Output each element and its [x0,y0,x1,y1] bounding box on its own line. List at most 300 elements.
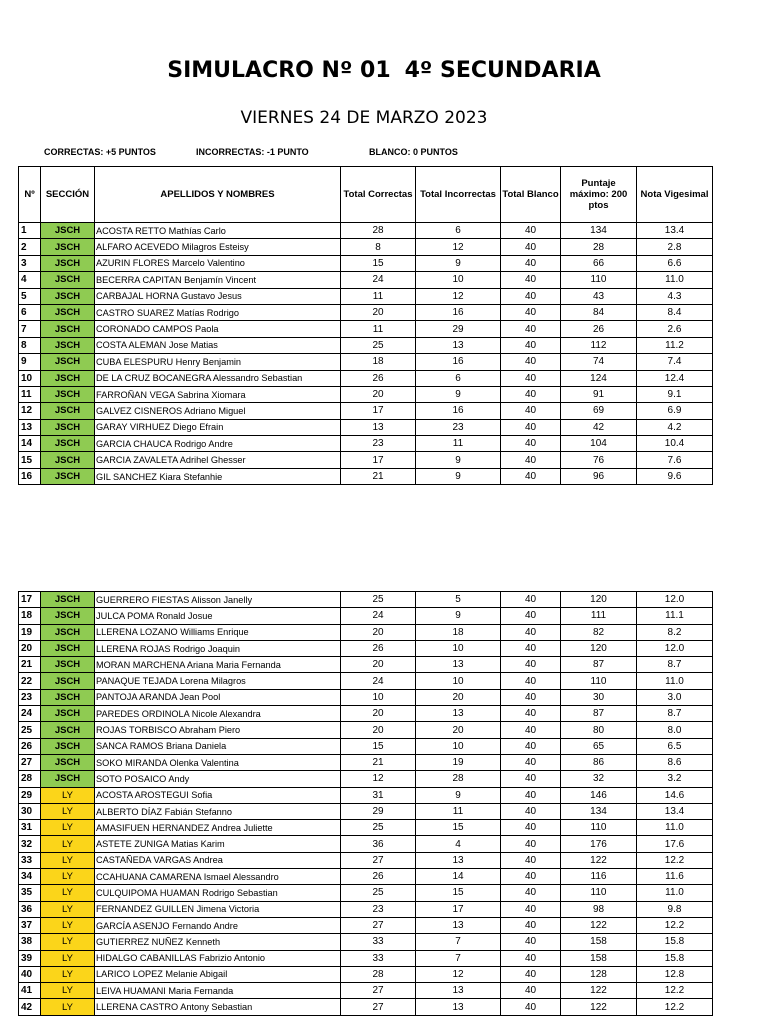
row-grade: 9.8 [637,901,713,917]
row-score: 28 [561,239,637,255]
row-correct: 21 [341,468,416,484]
row-score: 87 [561,706,637,722]
row-section: JSCH [41,436,95,452]
row-blank: 40 [501,640,561,656]
row-blank: 40 [501,239,561,255]
row-blank: 40 [501,592,561,608]
table-row [19,354,713,370]
row-number: 16 [19,468,41,484]
row-student-name: AZURIN FLORES Marcelo Valentino [95,255,341,271]
row-student-name: CULQUIPOMA HUAMAN Rodrigo Sebastian [95,885,341,901]
row-grade: 8.2 [637,624,713,640]
row-number: 8 [19,337,41,353]
row-correct: 23 [341,436,416,452]
row-section: JSCH [41,288,95,304]
row-correct: 25 [341,820,416,836]
row-section: JSCH [41,689,95,705]
row-section: JSCH [41,754,95,770]
row-correct: 20 [341,624,416,640]
row-grade: 9.6 [637,468,713,484]
row-student-name: CASTRO SUAREZ Matías Rodrigo [95,304,341,320]
row-student-name: GALVEZ CISNEROS Adriano Miguel [95,403,341,419]
table-row [19,386,713,402]
row-correct: 24 [341,608,416,624]
row-grade: 11.1 [637,608,713,624]
row-correct: 23 [341,901,416,917]
row-correct: 15 [341,255,416,271]
table-row [19,255,713,271]
row-blank: 40 [501,771,561,787]
results-table-1 [18,166,713,485]
row-blank: 40 [501,706,561,722]
row-blank: 40 [501,354,561,370]
row-incorrect: 9 [416,452,501,468]
row-correct: 26 [341,869,416,885]
row-score: 96 [561,468,637,484]
row-correct: 20 [341,657,416,673]
row-grade: 15.8 [637,934,713,950]
row-grade: 12.8 [637,966,713,982]
row-section: JSCH [41,239,95,255]
row-incorrect: 16 [416,304,501,320]
row-correct: 27 [341,983,416,999]
row-number: 18 [19,608,41,624]
row-number: 27 [19,754,41,770]
scoring-incorrect: INCORRECTAS: -1 PUNTO [196,147,309,157]
row-incorrect: 6 [416,370,501,386]
row-student-name: LLERENA ROJAS Rodrigo Joaquin [95,640,341,656]
row-incorrect: 18 [416,624,501,640]
row-section: JSCH [41,304,95,320]
table-row [19,917,713,933]
row-incorrect: 9 [416,255,501,271]
row-number: 37 [19,917,41,933]
row-grade: 4.2 [637,419,713,435]
row-student-name: SANCA RAMOS Briana Daniela [95,738,341,754]
row-correct: 21 [341,754,416,770]
row-score: 69 [561,403,637,419]
table-row [19,738,713,754]
row-number: 36 [19,901,41,917]
row-correct: 11 [341,288,416,304]
row-student-name: LLERENA LOZANO Williams Enrique [95,624,341,640]
row-incorrect: 10 [416,272,501,288]
row-number: 21 [19,657,41,673]
row-grade: 7.6 [637,452,713,468]
row-correct: 31 [341,787,416,803]
row-number: 30 [19,803,41,819]
table-row [19,657,713,673]
row-grade: 8.7 [637,657,713,673]
row-incorrect: 13 [416,983,501,999]
row-blank: 40 [501,452,561,468]
row-blank: 40 [501,966,561,982]
table-row [19,787,713,803]
row-number: 10 [19,370,41,386]
row-incorrect: 16 [416,403,501,419]
row-blank: 40 [501,754,561,770]
row-section: JSCH [41,468,95,484]
row-grade: 6.9 [637,403,713,419]
row-correct: 33 [341,934,416,950]
row-number: 6 [19,304,41,320]
row-blank: 40 [501,321,561,337]
row-student-name: PAREDES ORDINOLA Nicole Alexandra [95,706,341,722]
row-student-name: ROJAS TORBISCO Abraham Piero [95,722,341,738]
row-score: 76 [561,452,637,468]
row-section: JSCH [41,223,95,239]
row-number: 28 [19,771,41,787]
row-grade: 11.0 [637,272,713,288]
row-section: LY [41,803,95,819]
row-incorrect: 13 [416,706,501,722]
row-grade: 8.0 [637,722,713,738]
title-grade: 4º SECUNDARIA [404,58,601,83]
row-correct: 20 [341,722,416,738]
row-student-name: FERNANDEZ GUILLEN Jimena Victoria [95,901,341,917]
row-section: JSCH [41,272,95,288]
col-header-section: SECCIÓN [41,167,95,223]
row-score: 86 [561,754,637,770]
col-header-incorrect: Total Incorrectas [416,167,501,223]
col-header-score: Puntaje máximo: 200 ptos [561,167,637,223]
row-score: 120 [561,640,637,656]
row-incorrect: 17 [416,901,501,917]
row-score: 66 [561,255,637,271]
row-grade: 2.6 [637,321,713,337]
table-row [19,337,713,353]
row-grade: 11.6 [637,869,713,885]
table-row [19,288,713,304]
row-number: 29 [19,787,41,803]
row-blank: 40 [501,787,561,803]
row-student-name: ALFARO ACEVEDO Milagros Esteisy [95,239,341,255]
col-header-grade: Nota Vigesimal [637,167,713,223]
row-blank: 40 [501,436,561,452]
row-score: 120 [561,592,637,608]
row-number: 25 [19,722,41,738]
row-grade: 3.0 [637,689,713,705]
exam-date: VIERNES 24 DE MARZO 2023 [240,108,488,128]
row-section: LY [41,917,95,933]
row-blank: 40 [501,901,561,917]
col-header-blank: Total Blanco [501,167,561,223]
table-row [19,673,713,689]
row-grade: 8.7 [637,706,713,722]
row-blank: 40 [501,255,561,271]
row-section: JSCH [41,386,95,402]
table-row [19,722,713,738]
row-score: 30 [561,689,637,705]
row-incorrect: 11 [416,803,501,819]
row-blank: 40 [501,624,561,640]
row-correct: 27 [341,852,416,868]
row-correct: 28 [341,966,416,982]
row-blank: 40 [501,608,561,624]
row-correct: 24 [341,673,416,689]
row-student-name: GARCIA CHAUCA Rodrigo Andre [95,436,341,452]
row-number: 1 [19,223,41,239]
row-student-name: DE LA CRUZ BOCANEGRA Alessandro Sebastian [95,370,341,386]
row-section: LY [41,869,95,885]
table-row [19,852,713,868]
row-grade: 6.5 [637,738,713,754]
row-number: 4 [19,272,41,288]
row-score: 124 [561,370,637,386]
row-correct: 15 [341,738,416,754]
table-row [19,223,713,239]
row-number: 7 [19,321,41,337]
row-number: 14 [19,436,41,452]
row-blank: 40 [501,304,561,320]
row-student-name: GARAY VIRHUEZ Diego Efrain [95,419,341,435]
row-blank: 40 [501,468,561,484]
table-row [19,592,713,608]
title-simulacro: SIMULACRO Nº 01 [167,58,391,83]
row-incorrect: 7 [416,934,501,950]
row-number: 31 [19,820,41,836]
row-score: 128 [561,966,637,982]
row-section: JSCH [41,354,95,370]
row-blank: 40 [501,983,561,999]
row-number: 26 [19,738,41,754]
row-grade: 9.1 [637,386,713,402]
table-row [19,869,713,885]
table-row [19,624,713,640]
row-grade: 12.2 [637,852,713,868]
col-header-name: APELLIDOS Y NOMBRES [95,167,341,223]
row-blank: 40 [501,820,561,836]
table-row [19,901,713,917]
row-blank: 40 [501,836,561,852]
row-section: JSCH [41,419,95,435]
row-section: LY [41,950,95,966]
row-correct: 29 [341,803,416,819]
row-incorrect: 6 [416,223,501,239]
row-section: LY [41,820,95,836]
row-section: JSCH [41,370,95,386]
row-score: 42 [561,419,637,435]
row-incorrect: 12 [416,288,501,304]
row-section: JSCH [41,608,95,624]
row-score: 91 [561,386,637,402]
row-number: 32 [19,836,41,852]
row-score: 74 [561,354,637,370]
row-student-name: JULCA POMA Ronald Josue [95,608,341,624]
row-score: 26 [561,321,637,337]
row-student-name: CUBA ELESPURU Henry Benjamin [95,354,341,370]
row-correct: 12 [341,771,416,787]
row-score: 122 [561,999,637,1015]
row-grade: 12.0 [637,640,713,656]
row-incorrect: 13 [416,657,501,673]
row-grade: 2.8 [637,239,713,255]
row-student-name: PANTOJA ARANDA Jean Pool [95,689,341,705]
row-section: JSCH [41,673,95,689]
row-section: JSCH [41,255,95,271]
row-number: 42 [19,999,41,1015]
row-blank: 40 [501,370,561,386]
row-incorrect: 28 [416,771,501,787]
row-incorrect: 13 [416,852,501,868]
row-incorrect: 20 [416,689,501,705]
row-score: 104 [561,436,637,452]
row-incorrect: 23 [416,419,501,435]
col-header-num: Nº [19,167,41,223]
row-score: 134 [561,223,637,239]
row-incorrect: 9 [416,386,501,402]
row-incorrect: 16 [416,354,501,370]
row-student-name: BECERRA CAPITAN Benjamín Vincent [95,272,341,288]
row-grade: 12.4 [637,370,713,386]
row-student-name: CORONADO CAMPOS Paola [95,321,341,337]
table-row [19,608,713,624]
scoring-correct: CORRECTAS: +5 PUNTOS [44,147,156,157]
table-row [19,403,713,419]
row-section: LY [41,787,95,803]
row-blank: 40 [501,738,561,754]
row-incorrect: 11 [416,436,501,452]
row-number: 20 [19,640,41,656]
row-number: 17 [19,592,41,608]
row-student-name: ACOSTA RETTO Mathías Carlo [95,223,341,239]
row-blank: 40 [501,722,561,738]
row-student-name: CASTAÑEDA VARGAS Andrea [95,852,341,868]
row-section: JSCH [41,640,95,656]
row-correct: 25 [341,337,416,353]
row-correct: 17 [341,403,416,419]
row-blank: 40 [501,689,561,705]
row-grade: 17.6 [637,836,713,852]
row-student-name: SOTO POSAICO Andy [95,771,341,787]
table-row [19,820,713,836]
row-student-name: CARBAJAL HORNA Gustavo Jesus [95,288,341,304]
col-header-correct: Total Correctas [341,167,416,223]
row-correct: 24 [341,272,416,288]
row-blank: 40 [501,272,561,288]
row-number: 11 [19,386,41,402]
row-section: JSCH [41,706,95,722]
row-blank: 40 [501,885,561,901]
row-number: 41 [19,983,41,999]
row-score: 110 [561,820,637,836]
row-grade: 8.6 [637,754,713,770]
row-student-name: CCAHUANA CAMARENA Ismael Alessandro [95,869,341,885]
table-row [19,836,713,852]
row-number: 22 [19,673,41,689]
row-incorrect: 13 [416,337,501,353]
page-title [0,58,768,83]
row-number: 34 [19,869,41,885]
row-student-name: SOKO MIRANDA Olenka Valentina [95,754,341,770]
row-grade: 15.8 [637,950,713,966]
row-student-name: PANAQUE TEJADA Lorena Milagros [95,673,341,689]
row-score: 43 [561,288,637,304]
row-score: 122 [561,917,637,933]
row-correct: 26 [341,640,416,656]
row-score: 111 [561,608,637,624]
table-row [19,803,713,819]
row-blank: 40 [501,999,561,1015]
table-row [19,370,713,386]
table-row [19,640,713,656]
row-section: JSCH [41,771,95,787]
row-number: 38 [19,934,41,950]
row-correct: 10 [341,689,416,705]
row-grade: 11.0 [637,885,713,901]
table-row [19,885,713,901]
row-grade: 14.6 [637,787,713,803]
row-grade: 6.6 [637,255,713,271]
table-row [19,999,713,1015]
row-correct: 33 [341,950,416,966]
row-incorrect: 14 [416,869,501,885]
row-grade: 4.3 [637,288,713,304]
row-number: 12 [19,403,41,419]
row-score: 110 [561,885,637,901]
row-score: 82 [561,624,637,640]
row-section: LY [41,983,95,999]
table-row [19,934,713,950]
row-blank: 40 [501,337,561,353]
row-student-name: LLERENA CASTRO Antony Sebastian [95,999,341,1015]
row-correct: 20 [341,706,416,722]
row-score: 122 [561,983,637,999]
row-incorrect: 12 [416,966,501,982]
row-section: JSCH [41,738,95,754]
row-incorrect: 7 [416,950,501,966]
row-student-name: LEIVA HUAMANI Maria Fernanda [95,983,341,999]
row-section: JSCH [41,722,95,738]
row-number: 2 [19,239,41,255]
row-correct: 26 [341,370,416,386]
row-student-name: ALBERTO DÍAZ Fabián Stefanno [95,803,341,819]
row-blank: 40 [501,803,561,819]
row-blank: 40 [501,419,561,435]
row-section: LY [41,885,95,901]
row-correct: 13 [341,419,416,435]
row-blank: 40 [501,869,561,885]
row-grade: 7.4 [637,354,713,370]
row-grade: 13.4 [637,803,713,819]
row-incorrect: 20 [416,722,501,738]
row-student-name: HIDALGO CABANILLAS Fabrizio Antonio [95,950,341,966]
row-section: JSCH [41,657,95,673]
row-grade: 12.2 [637,917,713,933]
row-section: JSCH [41,624,95,640]
row-student-name: ACOSTA AROSTEGUI Sofia [95,787,341,803]
row-correct: 27 [341,999,416,1015]
row-correct: 20 [341,304,416,320]
row-grade: 12.2 [637,983,713,999]
table-row [19,754,713,770]
row-student-name: GUTIERREZ NUÑEZ Kenneth [95,934,341,950]
row-number: 24 [19,706,41,722]
row-blank: 40 [501,852,561,868]
row-blank: 40 [501,934,561,950]
row-incorrect: 10 [416,640,501,656]
row-score: 176 [561,836,637,852]
row-score: 158 [561,934,637,950]
row-correct: 20 [341,386,416,402]
row-score: 98 [561,901,637,917]
row-number: 23 [19,689,41,705]
row-correct: 25 [341,592,416,608]
row-number: 39 [19,950,41,966]
row-score: 110 [561,272,637,288]
row-blank: 40 [501,917,561,933]
row-score: 158 [561,950,637,966]
